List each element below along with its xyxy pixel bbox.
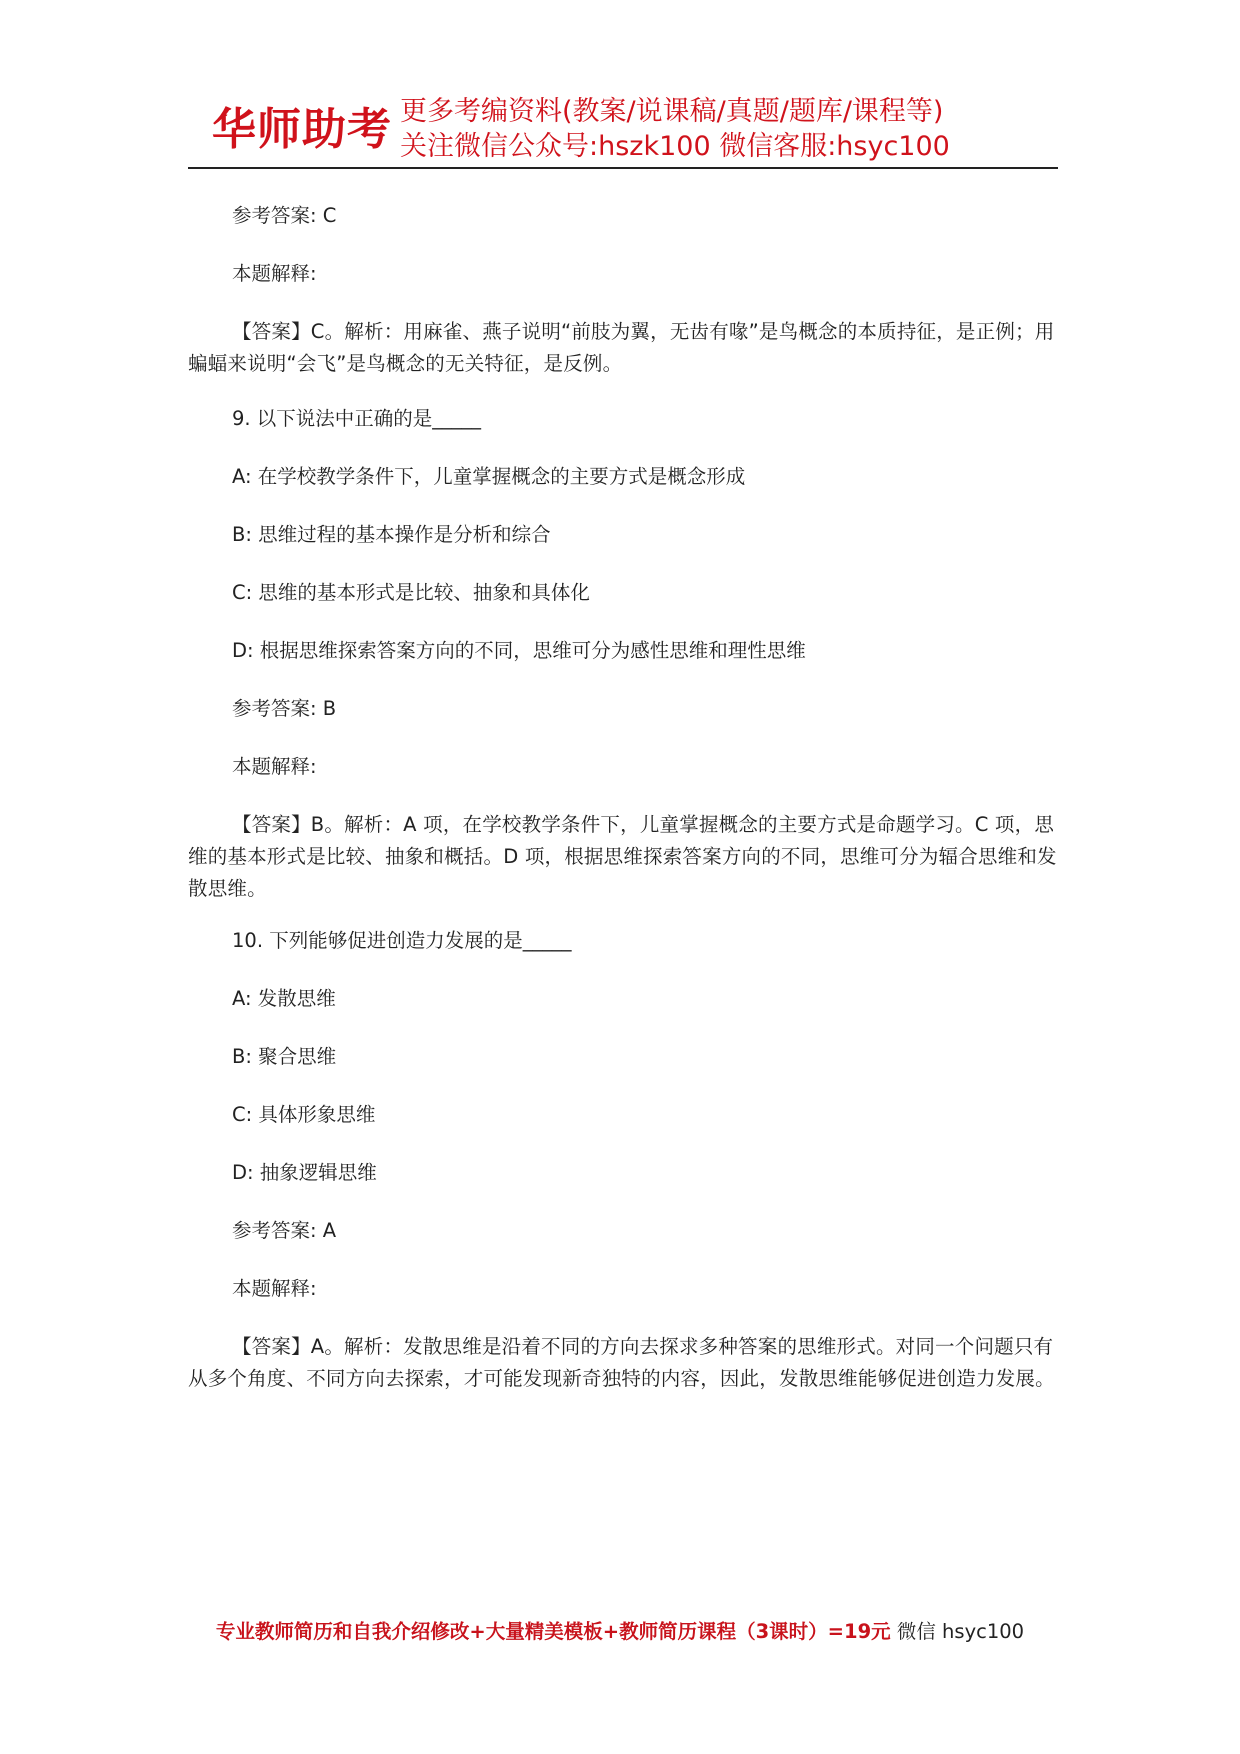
header-line-contact: 关注微信公众号:hszk100 微信客服:hsyc100 — [400, 131, 950, 162]
header-line-resources: 更多考编资料(教案/说课稿/真题/题库/课程等) — [400, 96, 944, 127]
q9-option-b: B: 思维过程的基本操作是分析和综合 — [232, 523, 551, 546]
q9-option-a: A: 在学校教学条件下，儿童掌握概念的主要方式是概念形成 — [232, 465, 746, 488]
q9-option-d: D: 根据思维探索答案方向的不同，思维可分为感性思维和理性思维 — [232, 639, 806, 662]
q9-analysis-label: 本题解释: — [232, 755, 317, 778]
q10-answer: 参考答案: A — [232, 1219, 337, 1242]
header-banner — [188, 92, 1058, 170]
q8-analysis-label: 本题解释: — [232, 262, 317, 285]
q9-explanation: 【答案】B。解析：A 项，在学校教学条件下，儿童掌握概念的主要方式是命题学习。C 项，思维的基本形式是比较、抽象和概括。D 项，根据思维探索答案方向的不同，思维可分为辐合思维和发散思维。 — [188, 813, 1057, 900]
q10-option-c: C: 具体形象思维 — [232, 1103, 376, 1126]
q10-stem: 10. 下列能够促进创造力发展的是_____ — [232, 929, 572, 952]
q10-option-a: A: 发散思维 — [232, 987, 336, 1010]
header-divider — [188, 167, 1058, 169]
q8-answer: 参考答案: C — [232, 204, 337, 227]
footer-promo-text: 专业教师简历和自我介绍修改+大量精美模板+教师简历课程（3课时）=19元 — [215, 1620, 891, 1643]
footer-contact: 微信 hsyc100 — [890, 1620, 1025, 1643]
q10-option-d: D: 抽象逻辑思维 — [232, 1161, 377, 1184]
footer-promo — [0, 1617, 1240, 1647]
q9-answer: 参考答案: B — [232, 697, 337, 720]
q9-stem: 9. 以下说法中正确的是_____ — [232, 407, 482, 430]
q10-explanation: 【答案】A。解析：发散思维是沿着不同的方向去探求多种答案的思维形式。对同一个问题只有从多个角度、不同方向去探索，才可能发现新奇独特的内容，因此，发散思维能够促进创造力发展。 — [188, 1335, 1055, 1390]
q10-analysis-label: 本题解释: — [232, 1277, 317, 1300]
q8-explanation: 【答案】C。解析：用麻雀、燕子说明“前肢为翼，无齿有喙”是鸟概念的本质持征，是正例；用蝙蝠来说明“会飞”是鸟概念的无关特征，是反例。 — [188, 320, 1055, 375]
q10-option-b: B: 聚合思维 — [232, 1045, 337, 1068]
q9-option-c: C: 思维的基本形式是比较、抽象和具体化 — [232, 581, 590, 604]
header-text — [400, 94, 950, 164]
brand-logo: 华师助考 — [212, 104, 392, 155]
